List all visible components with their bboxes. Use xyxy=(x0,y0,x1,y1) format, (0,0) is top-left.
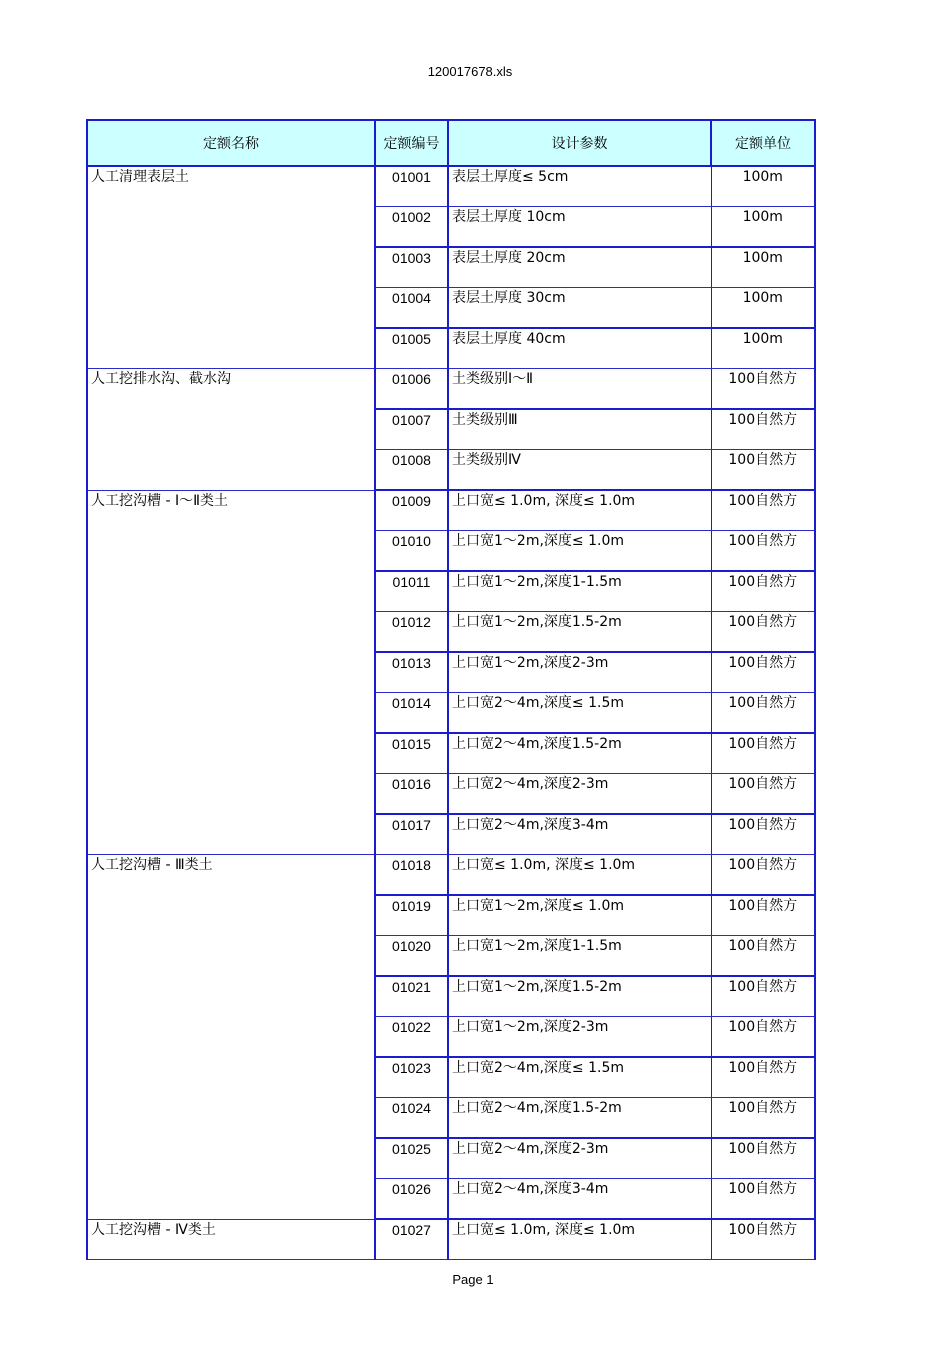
design-parameter-cell: 上口宽2～4m,深度3-4m xyxy=(448,1179,711,1220)
quota-unit-cell: 100m xyxy=(711,166,815,207)
quota-unit-cell: 100自然方 xyxy=(711,1057,815,1098)
design-parameter-cell: 上口宽1～2m,深度≤ 1.0m xyxy=(448,895,711,936)
quota-unit-cell: 100m xyxy=(711,207,815,248)
quota-code-cell: 01024 xyxy=(375,1098,448,1139)
design-parameter-cell: 表层土厚度 10cm xyxy=(448,207,711,248)
design-parameter-cell: 上口宽1～2m,深度2-3m xyxy=(448,1017,711,1058)
quota-unit-cell: 100自然方 xyxy=(711,774,815,815)
quota-code-cell: 01006 xyxy=(375,369,448,410)
quota-unit-cell: 100自然方 xyxy=(711,936,815,977)
design-parameter-cell: 上口宽1～2m,深度1.5-2m xyxy=(448,976,711,1017)
quota-name-cell: 人工挖排水沟、截水沟 xyxy=(87,369,375,491)
design-parameter-cell: 上口宽2～4m,深度≤ 1.5m xyxy=(448,693,711,734)
quota-unit-cell: 100自然方 xyxy=(711,450,815,491)
quota-code-cell: 01016 xyxy=(375,774,448,815)
quota-code-cell: 01014 xyxy=(375,693,448,734)
quota-code-cell: 01008 xyxy=(375,450,448,491)
table-row xyxy=(87,490,815,531)
header-quota-code: 定额编号 xyxy=(375,120,448,166)
quota-code-cell: 01018 xyxy=(375,855,448,896)
quota-code-cell: 01022 xyxy=(375,1017,448,1058)
quota-code-cell: 01011 xyxy=(375,571,448,612)
design-parameter-cell: 表层土厚度≤ 5cm xyxy=(448,166,711,207)
quota-code-cell: 01023 xyxy=(375,1057,448,1098)
design-parameter-cell: 表层土厚度 30cm xyxy=(448,288,711,329)
quota-unit-cell: 100自然方 xyxy=(711,976,815,1017)
design-parameter-cell: 表层土厚度 40cm xyxy=(448,328,711,369)
quota-code-cell: 01009 xyxy=(375,490,448,531)
quota-unit-cell: 100自然方 xyxy=(711,369,815,410)
quota-table xyxy=(86,119,816,1260)
quota-code-cell: 01021 xyxy=(375,976,448,1017)
quota-unit-cell: 100m xyxy=(711,328,815,369)
quota-code-cell: 01020 xyxy=(375,936,448,977)
quota-code-cell: 01001 xyxy=(375,166,448,207)
document-title: 120017678.xls xyxy=(427,64,513,79)
quota-code-cell: 01013 xyxy=(375,652,448,693)
quota-code-cell: 01017 xyxy=(375,814,448,855)
design-parameter-cell: 上口宽1～2m,深度1-1.5m xyxy=(448,571,711,612)
table-body xyxy=(87,166,815,1260)
design-parameter-cell: 土类级别Ⅳ xyxy=(448,450,711,491)
table-row xyxy=(87,1219,815,1260)
design-parameter-cell: 上口宽2～4m,深度3-4m xyxy=(448,814,711,855)
quota-code-cell: 01027 xyxy=(375,1219,448,1260)
quota-code-cell: 01012 xyxy=(375,612,448,653)
design-parameter-cell: 上口宽≤ 1.0m, 深度≤ 1.0m xyxy=(448,855,711,896)
quota-unit-cell: 100自然方 xyxy=(711,1179,815,1220)
quota-name-cell: 人工挖沟槽 - Ⅰ～Ⅱ类土 xyxy=(87,490,375,855)
design-parameter-cell: 表层土厚度 20cm xyxy=(448,247,711,288)
quota-unit-cell: 100m xyxy=(711,288,815,329)
design-parameter-cell: 上口宽2～4m,深度2-3m xyxy=(448,774,711,815)
design-parameter-cell: 上口宽2～4m,深度1.5-2m xyxy=(448,733,711,774)
quota-code-cell: 01025 xyxy=(375,1138,448,1179)
quota-name-cell: 人工挖沟槽 - Ⅳ类土 xyxy=(87,1219,375,1260)
quota-unit-cell: 100自然方 xyxy=(711,855,815,896)
table-row xyxy=(87,166,815,207)
page-footer: Page 1 xyxy=(452,1272,494,1287)
quota-code-cell: 01015 xyxy=(375,733,448,774)
design-parameter-cell: 上口宽1～2m,深度≤ 1.0m xyxy=(448,531,711,572)
quota-unit-cell: 100自然方 xyxy=(711,571,815,612)
quota-code-cell: 01026 xyxy=(375,1179,448,1220)
quota-code-cell: 01010 xyxy=(375,531,448,572)
quota-code-cell: 01002 xyxy=(375,207,448,248)
table-row xyxy=(87,369,815,410)
quota-unit-cell: 100自然方 xyxy=(711,1219,815,1260)
quota-unit-cell: 100m xyxy=(711,247,815,288)
design-parameter-cell: 上口宽1～2m,深度1.5-2m xyxy=(448,612,711,653)
quota-unit-cell: 100自然方 xyxy=(711,612,815,653)
design-parameter-cell: 上口宽2～4m,深度2-3m xyxy=(448,1138,711,1179)
quota-unit-cell: 100自然方 xyxy=(711,733,815,774)
quota-unit-cell: 100自然方 xyxy=(711,490,815,531)
design-parameter-cell: 上口宽≤ 1.0m, 深度≤ 1.0m xyxy=(448,490,711,531)
quota-code-cell: 01007 xyxy=(375,409,448,450)
quota-code-cell: 01005 xyxy=(375,328,448,369)
quota-unit-cell: 100自然方 xyxy=(711,652,815,693)
design-parameter-cell: 上口宽1～2m,深度1-1.5m xyxy=(448,936,711,977)
quota-unit-cell: 100自然方 xyxy=(711,531,815,572)
quota-unit-cell: 100自然方 xyxy=(711,814,815,855)
quota-unit-cell: 100自然方 xyxy=(711,1017,815,1058)
quota-code-cell: 01004 xyxy=(375,288,448,329)
table-row xyxy=(87,855,815,896)
quota-table-container xyxy=(86,119,814,1238)
design-parameter-cell: 土类级别Ⅲ xyxy=(448,409,711,450)
quota-unit-cell: 100自然方 xyxy=(711,1098,815,1139)
quota-name-cell: 人工挖沟槽 - Ⅲ类土 xyxy=(87,855,375,1220)
design-parameter-cell: 上口宽1～2m,深度2-3m xyxy=(448,652,711,693)
design-parameter-cell: 上口宽≤ 1.0m, 深度≤ 1.0m xyxy=(448,1219,711,1260)
header-quota-name: 定额名称 xyxy=(87,120,375,166)
design-parameter-cell: 上口宽2～4m,深度≤ 1.5m xyxy=(448,1057,711,1098)
quota-unit-cell: 100自然方 xyxy=(711,409,815,450)
quota-unit-cell: 100自然方 xyxy=(711,895,815,936)
header-design-parameter: 设计参数 xyxy=(448,120,711,166)
table-header-row xyxy=(87,120,815,166)
design-parameter-cell: 土类级别Ⅰ～Ⅱ xyxy=(448,369,711,410)
quota-name-cell: 人工清理表层土 xyxy=(87,166,375,369)
header-quota-unit: 定额单位 xyxy=(711,120,815,166)
quota-unit-cell: 100自然方 xyxy=(711,693,815,734)
quota-code-cell: 01003 xyxy=(375,247,448,288)
quota-code-cell: 01019 xyxy=(375,895,448,936)
design-parameter-cell: 上口宽2～4m,深度1.5-2m xyxy=(448,1098,711,1139)
quota-unit-cell: 100自然方 xyxy=(711,1138,815,1179)
